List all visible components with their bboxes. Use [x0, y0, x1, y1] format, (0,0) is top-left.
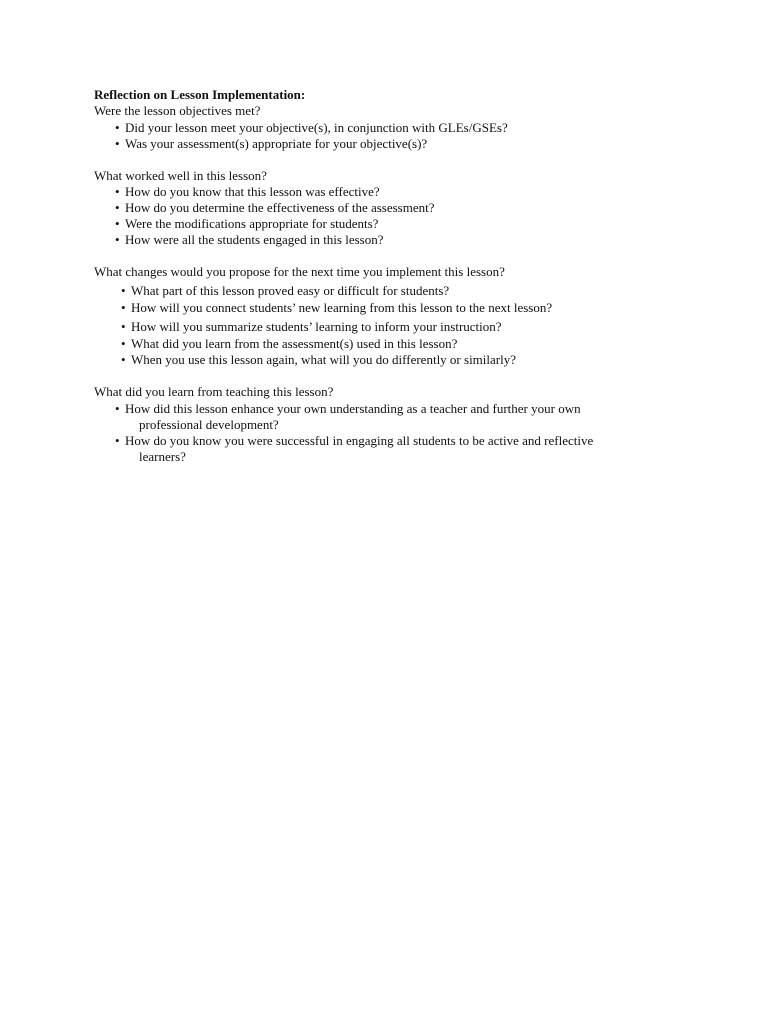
bullet-item [115, 232, 384, 248]
bullet-item [115, 401, 581, 417]
bullet-item [115, 216, 378, 232]
bullet-item [115, 433, 593, 449]
section-question: What worked well in this lesson? [94, 168, 267, 183]
bullet-item [121, 336, 457, 352]
bullet-continuation: professional development? [139, 417, 279, 432]
section-question: Were the lesson objectives met? [94, 103, 261, 118]
bullet-text: How do you determine the effectiveness of the assessment? [125, 200, 435, 215]
bullet-text: Were the modifications appropriate for students? [125, 216, 379, 231]
bullet-text: How will you summarize students’ learning to inform your instruction? [131, 319, 502, 334]
bullet-icon: • [121, 300, 126, 315]
bullet-icon: • [115, 120, 120, 135]
bullet-item [121, 283, 449, 299]
section-question: What changes would you propose for the next time you implement this lesson? [94, 264, 505, 279]
bullet-item [121, 319, 502, 335]
bullet-text: Did your lesson meet your objective(s), in conjunction with GLEs/GSEs? [125, 120, 508, 135]
bullet-text: How were all the students engaged in this lesson? [125, 232, 384, 247]
bullet-item [115, 120, 508, 136]
bullet-icon: • [115, 184, 120, 199]
bullet-icon: • [115, 433, 120, 448]
bullet-item [115, 136, 427, 152]
bullet-text: How do you know you were successful in engaging all students to be active and reflective [125, 433, 594, 448]
bullet-icon: • [115, 216, 120, 231]
bullet-text: How did this lesson enhance your own understanding as a teacher and further your own [125, 401, 581, 416]
bullet-item [121, 352, 516, 368]
bullet-text: When you use this lesson again, what will you do differently or similarly? [131, 352, 516, 367]
bullet-icon: • [115, 401, 120, 416]
bullet-item [115, 200, 435, 216]
bullet-icon: • [121, 336, 126, 351]
bullet-text: Was your assessment(s) appropriate for your objective(s)? [125, 136, 428, 151]
bullet-text: How will you connect students’ new learning from this lesson to the next lesson? [131, 300, 553, 315]
bullet-continuation: learners? [139, 449, 186, 464]
bullet-icon: • [121, 319, 126, 334]
bullet-icon: • [121, 283, 126, 298]
bullet-text: What did you learn from the assessment(s) used in this lesson? [131, 336, 458, 351]
bullet-item [121, 300, 552, 316]
bullet-text: How do you know that this lesson was effective? [125, 184, 380, 199]
bullet-text: What part of this lesson proved easy or difficult for students? [131, 283, 450, 298]
bullet-icon: • [121, 352, 126, 367]
bullet-item [115, 184, 380, 200]
section-question: What did you learn from teaching this lesson? [94, 384, 334, 399]
bullet-icon: • [115, 136, 120, 151]
bullet-icon: • [115, 200, 120, 215]
page-heading: Reflection on Lesson Implementation: [94, 87, 306, 102]
bullet-icon: • [115, 232, 120, 247]
